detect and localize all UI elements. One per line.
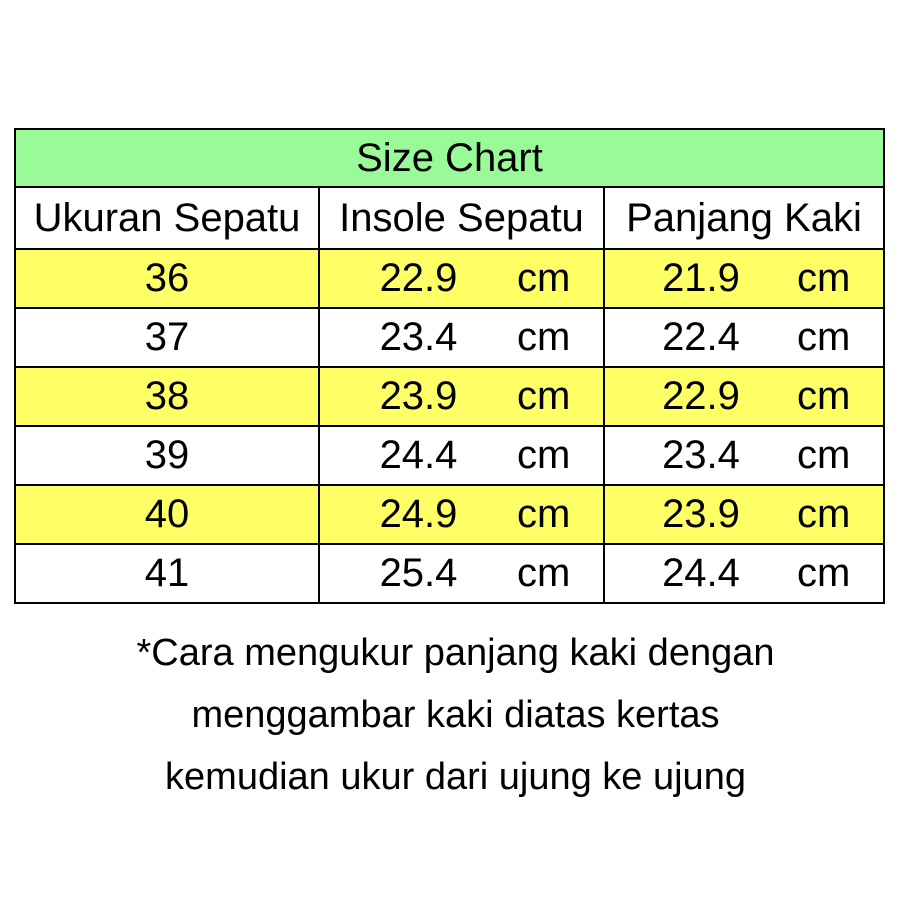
panjang-cell bbox=[603, 545, 883, 602]
insole-cell bbox=[318, 427, 603, 484]
panjang-cell bbox=[603, 250, 883, 307]
panjang-value: 24.4 bbox=[662, 551, 740, 595]
size-cell: 37 bbox=[144, 315, 190, 359]
unit-label: cm bbox=[797, 492, 851, 536]
note-line-2: menggambar kaki diatas kertas bbox=[191, 694, 720, 736]
insole-value: 25.4 bbox=[379, 551, 458, 595]
size-cell: 36 bbox=[144, 256, 190, 300]
unit-label: cm bbox=[517, 492, 571, 536]
insole-cell bbox=[318, 368, 603, 425]
insole-value: 24.9 bbox=[379, 492, 458, 536]
unit-label: cm bbox=[797, 374, 851, 418]
size-chart-table bbox=[14, 128, 885, 604]
panjang-value: 23.4 bbox=[662, 433, 740, 477]
table-row bbox=[16, 543, 883, 602]
table-row bbox=[16, 484, 883, 543]
column-header-panjang-kaki: Panjang Kaki bbox=[603, 188, 883, 248]
size-cell: 39 bbox=[144, 433, 190, 477]
unit-label: cm bbox=[517, 433, 571, 477]
insole-cell bbox=[318, 309, 603, 366]
unit-label: cm bbox=[797, 433, 851, 477]
panjang-value: 21.9 bbox=[662, 256, 740, 300]
panjang-cell bbox=[603, 309, 883, 366]
size-chart-title: Size Chart bbox=[356, 135, 543, 180]
unit-label: cm bbox=[517, 374, 571, 418]
unit-label: cm bbox=[517, 315, 571, 359]
column-header-ukuran-sepatu: Ukuran Sepatu bbox=[33, 195, 301, 240]
column-header-insole-sepatu: Insole Sepatu bbox=[318, 188, 603, 248]
unit-label: cm bbox=[797, 315, 851, 359]
unit-label: cm bbox=[797, 551, 851, 595]
insole-cell bbox=[318, 250, 603, 307]
insole-value: 24.4 bbox=[379, 433, 458, 477]
unit-label: cm bbox=[517, 551, 571, 595]
insole-cell bbox=[318, 545, 603, 602]
panjang-value: 23.9 bbox=[662, 492, 740, 536]
table-row bbox=[16, 366, 883, 425]
size-cell: 38 bbox=[144, 374, 190, 418]
panjang-cell bbox=[603, 427, 883, 484]
insole-value: 23.9 bbox=[379, 374, 458, 418]
note-line-3: kemudian ukur dari ujung ke ujung bbox=[165, 756, 746, 798]
insole-cell bbox=[318, 486, 603, 543]
insole-value: 22.9 bbox=[379, 256, 458, 300]
unit-label: cm bbox=[517, 256, 571, 300]
size-cell: 40 bbox=[144, 492, 190, 536]
table-row bbox=[16, 248, 883, 307]
table-row bbox=[16, 307, 883, 366]
panjang-value: 22.9 bbox=[662, 374, 740, 418]
table-header-row bbox=[16, 186, 883, 248]
note-line-1: *Cara mengukur panjang kaki dengan bbox=[136, 632, 775, 674]
measurement-note bbox=[0, 622, 911, 808]
size-cell: 41 bbox=[144, 551, 190, 595]
table-row bbox=[16, 425, 883, 484]
size-chart-title-row bbox=[16, 130, 883, 186]
panjang-cell bbox=[603, 486, 883, 543]
insole-value: 23.4 bbox=[379, 315, 458, 359]
unit-label: cm bbox=[797, 256, 851, 300]
panjang-cell bbox=[603, 368, 883, 425]
panjang-value: 22.4 bbox=[662, 315, 740, 359]
